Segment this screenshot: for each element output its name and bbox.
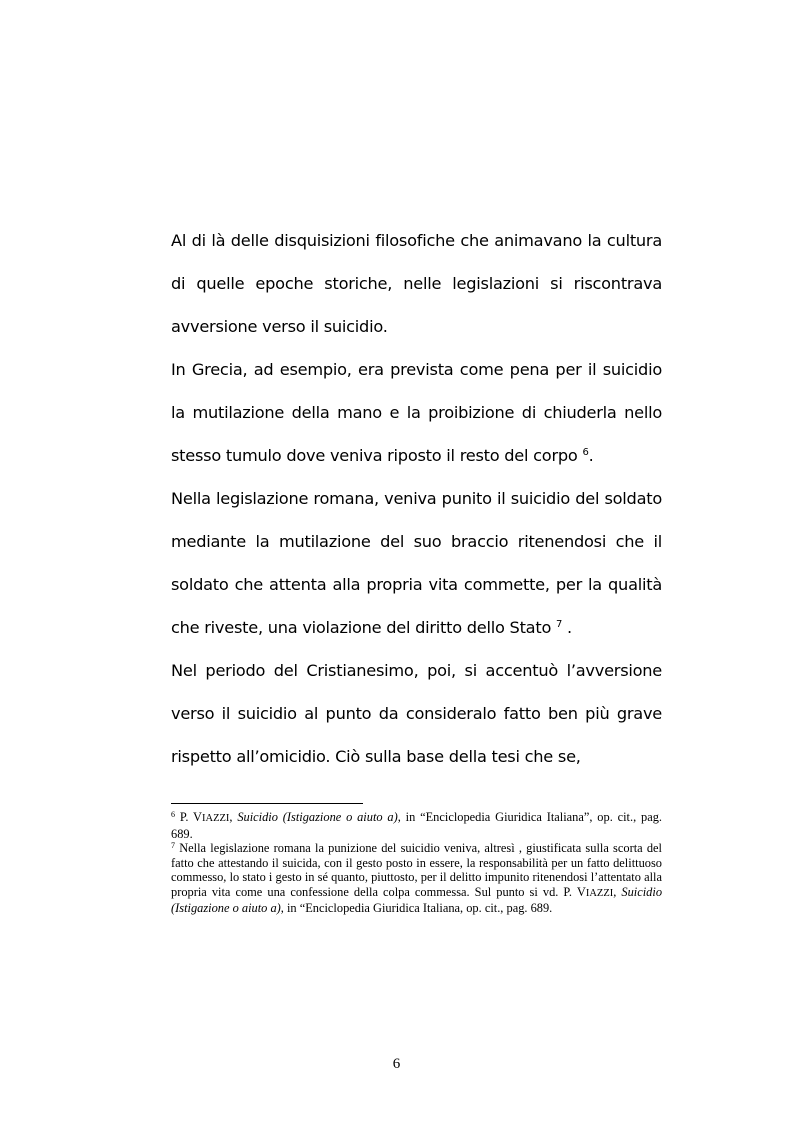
page-number: 6: [392, 1056, 401, 1072]
footnote-ref-7[interactable]: 7: [556, 619, 563, 630]
footnotes: [171, 810, 662, 916]
footnote-ref-6[interactable]: 6: [582, 447, 589, 458]
paragraph-2-text: In Grecia, ad esempio, era prevista come pena per il suicidio la mutilazione della mano e la proibizione di chiuderla nello stesso tumulo dove veniva riposto il resto del corpo: [171, 360, 662, 465]
paragraph-1-text: Al di là delle disquisizioni filosofiche che animavano la cultura di quelle epoche storiche, nelle legislazioni si riscontrava avversione verso il suicidio.: [171, 231, 662, 336]
footnote-7-rest: , in “Enciclopedia Giuridica Italiana, op. cit., pag. 689.: [280, 901, 553, 915]
paragraph-2: [171, 348, 662, 477]
footnote-6-rest: , in “Enciclopedia Giuridica Italiana”, op. cit., pag. 689.: [171, 810, 662, 841]
paragraph-3-text: Nella legislazione romana, veniva punito il suicidio del soldato mediante la mutilazione del suo braccio ritenendosi che il soldato che attenta alla propria vita commette, per la qualità che riveste, una violazione del diritto dello Stato: [171, 489, 662, 637]
footnote-separator: [171, 803, 363, 804]
footnote-6-number: 6: [171, 810, 175, 819]
footnote-7-body: Nella legislazione romana la punizione del suicidio veniva, altresì , giustificata sulla scorta del fatto che attestando il suicida, con il gesto posto in essere, la responsabilità per un fatto delittuoso commesso, lo stato i gesto in sé quanto, piuttosto, per il delitto impunito ritenendosi l’attentato alla propria vita come una confessione della colpa commessa. Sul punto si vd. P. V: [171, 841, 662, 899]
footnote-6-author-initial: P. V: [175, 810, 202, 824]
footnote-7-number: 7: [171, 841, 175, 850]
footnote-7-title: Suicidio (Istigazione o aiuto a): [171, 884, 663, 915]
paragraph-4: [171, 649, 662, 778]
footnote-7-separator: ,: [613, 884, 622, 899]
paragraph-2-tail: .: [588, 446, 594, 465]
footnote-6-separator: ,: [229, 810, 238, 824]
main-text: [171, 219, 662, 778]
paragraph-4-text: Nel periodo del Cristianesimo, poi, si accentuò l’avversione verso il suicidio al punto da consideralo fatto ben più grave rispetto all’omicidio. Ciò sulla base della tesi che se,: [171, 661, 662, 766]
paragraph-3: [171, 477, 662, 649]
footnote-6-author-smallcaps: IAZZI: [202, 813, 230, 824]
footnote-7-author-smallcaps: IAZZI: [585, 887, 614, 899]
footnote-6-title: Suicidio (Istigazione o aiuto a): [237, 810, 398, 824]
footnote-7: [171, 841, 662, 916]
footnote-6: [171, 810, 662, 841]
paragraph-1: [171, 219, 662, 348]
paragraph-3-tail: .: [562, 618, 572, 637]
